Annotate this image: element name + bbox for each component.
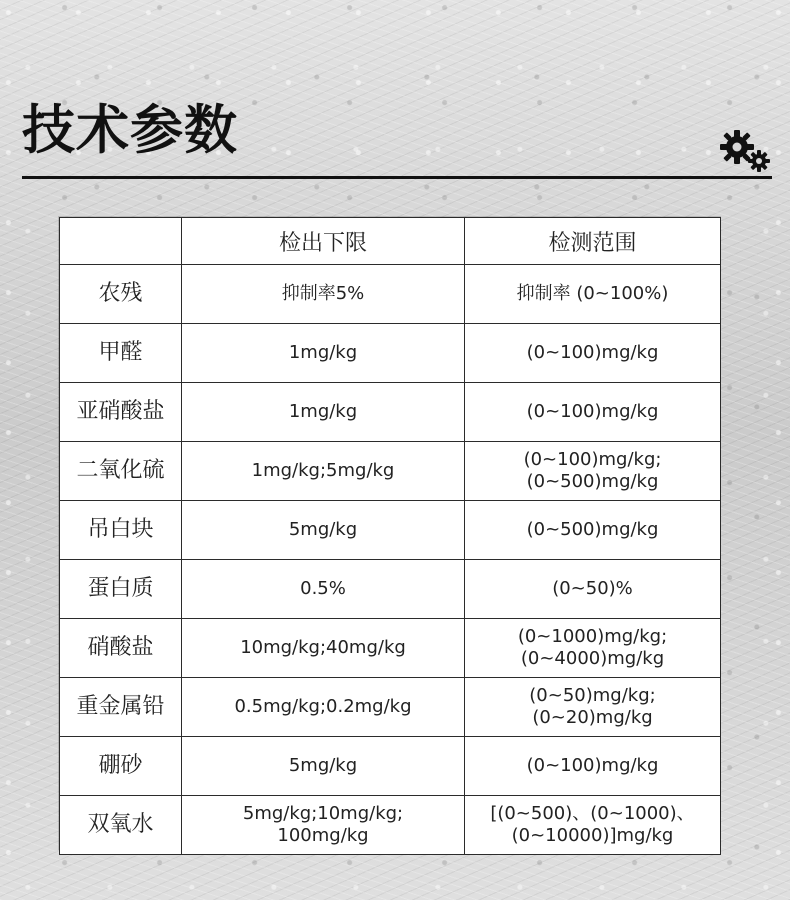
detection-limit [182, 619, 465, 678]
item-name: 双氧水 [60, 796, 182, 855]
detection-range [465, 265, 721, 324]
item-name: 蛋白质 [60, 560, 182, 619]
detection-range-value: (0~100)mg/kg [526, 401, 659, 423]
table-row [60, 560, 721, 619]
detection-limit-value: 5mg/kg [288, 755, 358, 777]
table-row [60, 737, 721, 796]
item-name: 吊白块 [60, 501, 182, 560]
detection-range [465, 383, 721, 442]
title-divider [22, 176, 772, 179]
detection-limit [182, 265, 465, 324]
technical-parameters-table-container [59, 217, 720, 849]
detection-limit [182, 383, 465, 442]
item-name: 重金属铅 [60, 678, 182, 737]
detection-range [465, 737, 721, 796]
table-row [60, 796, 721, 855]
detection-limit [182, 501, 465, 560]
table-header-row [60, 218, 721, 265]
table-row [60, 324, 721, 383]
detection-range-value: (0~100)mg/kg; (0~500)mg/kg [523, 449, 662, 492]
item-name: 亚硝酸盐 [60, 383, 182, 442]
detection-limit-value: 10mg/kg;40mg/kg [240, 637, 406, 659]
detection-limit [182, 324, 465, 383]
detection-limit-value: 1mg/kg;5mg/kg [251, 460, 395, 482]
detection-limit-value: 0.5% [300, 578, 346, 600]
table-row [60, 501, 721, 560]
item-name: 二氧化硫 [60, 442, 182, 501]
detection-range [465, 678, 721, 737]
detection-range [465, 324, 721, 383]
detection-range [465, 560, 721, 619]
table-row [60, 265, 721, 324]
detection-range-value: (0~50)% [552, 578, 633, 600]
detection-range [465, 796, 721, 855]
detection-range-value: 抑制率 (0~100%) [516, 283, 669, 305]
detection-range-value: (0~100)mg/kg [526, 755, 659, 777]
detection-limit [182, 560, 465, 619]
detection-limit-value: 0.5mg/kg;0.2mg/kg [234, 696, 412, 718]
table-row [60, 678, 721, 737]
detection-range-value: (0~500)mg/kg [526, 519, 659, 541]
gears-icon [716, 126, 774, 176]
detection-limit-value: 5mg/kg [288, 519, 358, 541]
table-row [60, 442, 721, 501]
table-header-item [60, 218, 182, 265]
detection-limit-value: 抑制率5% [281, 283, 365, 305]
detection-limit-value: 1mg/kg [288, 401, 358, 423]
detection-range [465, 501, 721, 560]
table-header-detection-range: 检测范围 [465, 218, 721, 265]
page-title: 技术参数 [22, 100, 238, 161]
detection-limit-value: 5mg/kg;10mg/kg; 100mg/kg [242, 803, 404, 846]
detection-range-value: (0~50)mg/kg; (0~20)mg/kg [529, 685, 656, 728]
detection-range [465, 619, 721, 678]
detection-range [465, 442, 721, 501]
detection-limit-value: 1mg/kg [288, 342, 358, 364]
item-name: 硼砂 [60, 737, 182, 796]
detection-limit [182, 737, 465, 796]
table-header-detection-limit: 检出下限 [182, 218, 465, 265]
detection-limit [182, 442, 465, 501]
item-name: 甲醛 [60, 324, 182, 383]
detection-range-value: (0~100)mg/kg [526, 342, 659, 364]
technical-parameters-table [59, 217, 721, 855]
item-name: 硝酸盐 [60, 619, 182, 678]
item-name: 农残 [60, 265, 182, 324]
detection-limit [182, 678, 465, 737]
table-row [60, 619, 721, 678]
detection-range-value: (0~1000)mg/kg; (0~4000)mg/kg [517, 626, 668, 669]
detection-limit [182, 796, 465, 855]
detection-range-value: [(0~500)、(0~1000)、 (0~10000)]mg/kg [490, 803, 695, 846]
table-row [60, 383, 721, 442]
